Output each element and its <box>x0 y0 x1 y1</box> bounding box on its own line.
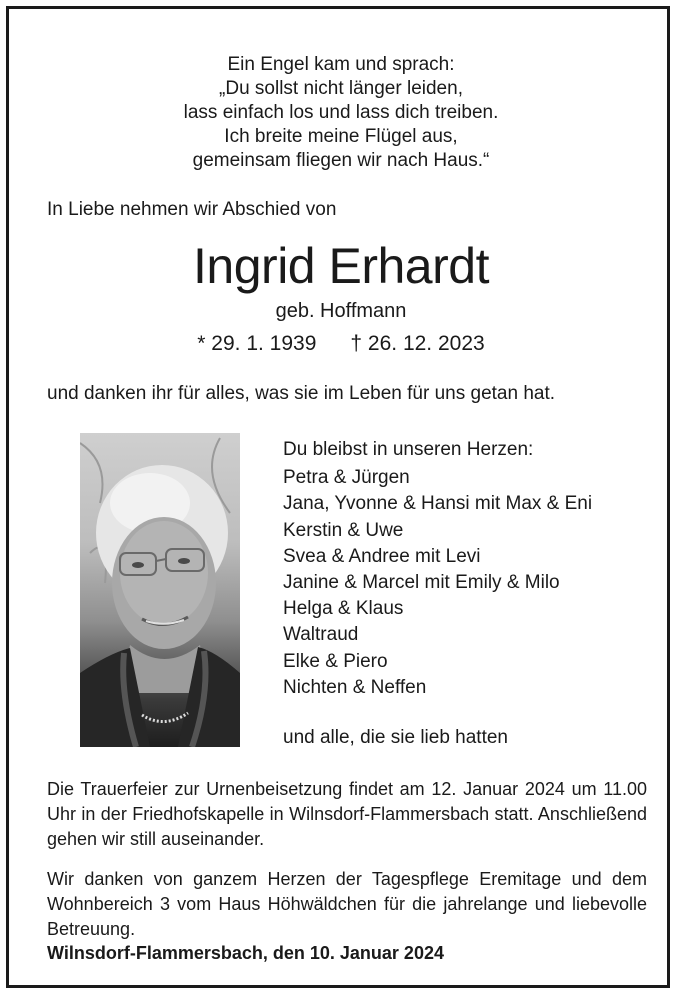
closing-line: und alle, die sie lieb hatten <box>283 727 508 748</box>
poem-line: „Du sollst nicht länger leiden, <box>219 78 463 99</box>
mourners-heading: Du bleibst in unseren Herzen: <box>283 439 534 460</box>
poem-line: lass einfach los und lass dich treiben. <box>183 102 499 123</box>
mourners-list <box>283 437 592 701</box>
poem-line: gemeinsam fliegen wir nach Haus.“ <box>192 150 490 171</box>
mourner-item: Elke & Piero <box>283 650 388 672</box>
obituary-frame <box>6 6 670 988</box>
gratitude-notice: Wir danken von ganzem Herzen der Tagespflege Eremitage und dem Wohnbereich 3 vom Haus Höhwäldchen für die jahrelange und liebevolle Betreuung. <box>47 869 647 939</box>
place-date: Wilnsdorf-Flammersbach, den 10. Januar 2024 <box>47 943 444 963</box>
mourner-item: Helga & Klaus <box>283 598 404 620</box>
mourner-item: Jana, Yvonne & Hansi mit Max & Eni <box>283 493 593 515</box>
mourner-item: Waltraud <box>283 624 359 646</box>
poem <box>9 53 673 173</box>
thanks-line: und danken ihr für alles, was sie im Leben für uns getan hat. <box>47 383 556 404</box>
mourner-item: Kerstin & Uwe <box>283 519 404 541</box>
death-date: † 26. 12. 2023 <box>350 332 485 355</box>
mourner-item: Svea & Andree mit Levi <box>283 545 481 567</box>
birth-date: * 29. 1. 1939 <box>197 332 317 355</box>
poem-line: Ein Engel kam und sprach: <box>227 54 455 75</box>
ceremony-notice: Die Trauerfeier zur Urnenbeisetzung findet am 12. Januar 2024 um 11.00 Uhr in der Friedhofskapelle in Wilnsdorf-Flammersbach statt. Anschließend gehen wir still auseinander. <box>47 779 647 849</box>
mourner-item: Petra & Jürgen <box>283 467 410 489</box>
poem-line: Ich breite meine Flügel aus, <box>224 126 458 147</box>
maiden-name: geb. Hoffmann <box>275 300 407 322</box>
mourner-item: Janine & Marcel mit Emily & Milo <box>283 572 560 594</box>
intro-text: In Liebe nehmen wir Abschied von <box>47 199 337 220</box>
life-dates <box>9 331 673 357</box>
portrait-photo <box>80 433 240 747</box>
mourner-item: Nichten & Neffen <box>283 676 427 698</box>
deceased-name: Ingrid Erhardt <box>193 238 489 294</box>
